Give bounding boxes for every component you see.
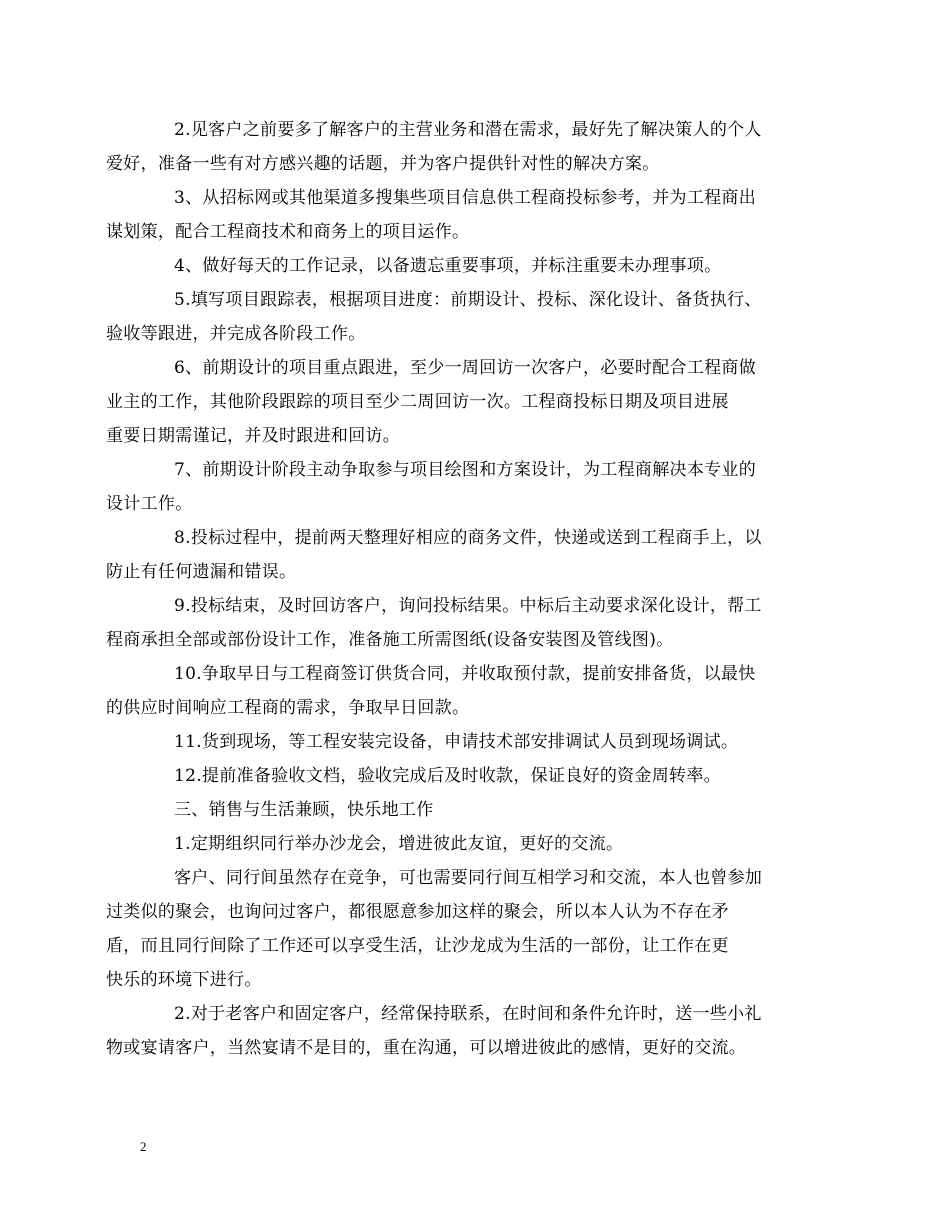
paragraph-line: 设计工作。 — [106, 494, 193, 514]
paragraph-line: 3、从招标网或其他渠道多搜集些项目信息供工程商投标参考，并为工程商出 — [174, 188, 757, 208]
section-heading — [140, 793, 824, 827]
paragraph-line: 三、销售与生活兼顾，快乐地工作 — [174, 800, 434, 820]
paragraph-line: 2.见客户之前要多了解客户的主营业务和潜在需求，最好先了解决策人的个人 — [174, 120, 762, 140]
paragraph-line: 物或宴请客户，当然宴请不是目的，重在沟通，可以增进彼此的感情，更好的交流。 — [106, 1038, 747, 1058]
paragraph-line: 12.提前准备验收文档，验收完成后及时收款，保证良好的资金周转率。 — [174, 766, 721, 786]
paragraph-line: 2.对于老客户和固定客户，经常保持联系，在时间和条件允许时，送一些小礼 — [174, 1004, 762, 1024]
paragraph — [106, 657, 824, 725]
paragraph — [106, 351, 824, 453]
paragraph — [106, 453, 824, 521]
paragraph — [106, 589, 824, 657]
page-number: 2 — [140, 1139, 147, 1154]
paragraph — [140, 725, 824, 759]
paragraph-line: 4、做好每天的工作记录，以备遗忘重要事项，并标注重要未办理事项。 — [174, 256, 722, 276]
paragraph-line: 6、前期设计的项目重点跟进，至少一周回访一次客户，必要时配合工程商做 — [174, 358, 757, 378]
paragraph-line: 验收等跟进，并完成各阶段工作。 — [106, 324, 366, 344]
paragraph-line: 8.投标过程中，提前两天整理好相应的商务文件，快递或送到工程商手上，以 — [174, 528, 762, 548]
paragraph — [106, 861, 824, 997]
paragraph-line: 快乐的环境下进行。 — [106, 970, 262, 990]
paragraph — [106, 283, 824, 351]
paragraph — [140, 827, 824, 861]
paragraph — [106, 181, 824, 249]
paragraph-line: 11.货到现场，等工程安装完设备，申请技术部安排调试人员到现场调试。 — [174, 732, 739, 752]
paragraph-line: 防止有任何遗漏和错误。 — [106, 562, 297, 582]
paragraph — [106, 997, 824, 1065]
paragraph-line: 过类似的聚会，也询问过客户，都很愿意参加这样的聚会，所以本人认为不存在矛 — [106, 902, 729, 922]
paragraph — [140, 249, 824, 283]
paragraph-line: 程商承担全部或部份设计工作，准备施工所需图纸(设备安装图及管线图)。 — [106, 630, 674, 650]
paragraph-line: 9.投标结束，及时回访客户，询问投标结果。中标后主动要求深化设计，帮工 — [174, 596, 762, 616]
paragraph-line: 1.定期组织同行举办沙龙会，增进彼此友谊，更好的交流。 — [174, 834, 624, 854]
paragraph-line: 客户、同行间虽然存在竞争，可也需要同行间互相学习和交流，本人也曾参加 — [174, 868, 763, 888]
paragraph-line: 业主的工作，其他阶段跟踪的项目至少二周回访一次。工程商投标日期及项目进展 — [106, 392, 729, 412]
paragraph — [106, 521, 824, 589]
paragraph-line: 7、前期设计阶段主动争取参与项目绘图和方案设计，为工程商解决本专业的 — [174, 460, 757, 480]
paragraph-line: 10.争取早日与工程商签订供货合同，并收取预付款，提前安排备货，以最快 — [174, 664, 756, 684]
paragraph-line: 爱好，准备一些有对方感兴趣的话题，并为客户提供针对性的解决方案。 — [106, 154, 660, 174]
paragraph-line: 谋划策，配合工程商技术和商务上的项目运作。 — [106, 222, 470, 242]
paragraph-line: 重要日期需谨记，并及时跟进和回访。 — [106, 426, 401, 446]
paragraph — [106, 113, 824, 181]
paragraph — [140, 759, 824, 793]
paragraph-line: 盾，而且同行间除了工作还可以享受生活，让沙龙成为生活的一部份，让工作在更 — [106, 936, 729, 956]
paragraph-line: 的供应时间响应工程商的需求，争取早日回款。 — [106, 698, 470, 718]
document-body — [106, 113, 824, 1065]
paragraph-line: 5.填写项目跟踪表，根据项目进度：前期设计、投标、深化设计、备货执行、 — [174, 290, 762, 310]
